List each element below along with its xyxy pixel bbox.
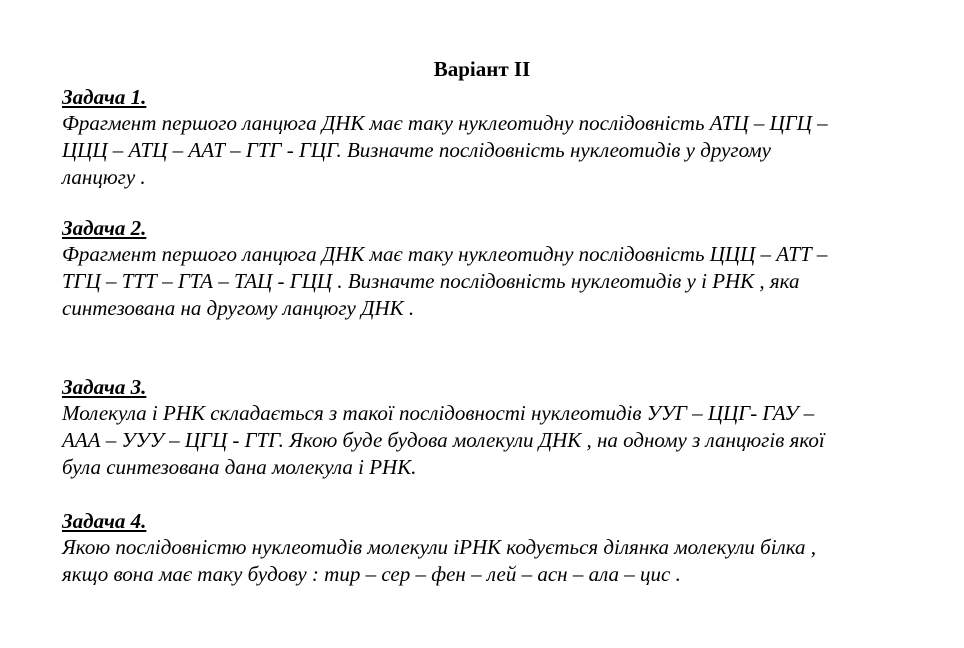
task-1-line-3: ланцюгу .: [62, 165, 146, 189]
task-2: [62, 215, 942, 322]
task-3-line-3: була синтезована дана молекула і РНК.: [62, 455, 417, 479]
page-title: Варіант ІІ: [433, 57, 531, 81]
task-2-line-3: синтезована на другому ланцюгу ДНК .: [62, 296, 415, 320]
task-2-line-2: ТГЦ – ТТТ – ГТА – ТАЦ - ГЦЦ . Визначте послідовність нуклеотидів у і РНК , яка: [62, 269, 800, 293]
task-1-line-1: Фрагмент першого ланцюга ДНК має таку нуклеотидну послідовність АТЦ – ЦГЦ –: [62, 111, 828, 135]
task-4-line-1: Якою послідовністю нуклеотидів молекули іРНК кодується ділянка молекули білка ,: [62, 535, 817, 559]
task-2-line-1: Фрагмент першого ланцюга ДНК має таку нуклеотидну послідовність ЦЦЦ – АТТ –: [62, 242, 828, 266]
task-1: [62, 84, 942, 191]
task-3-line-1: Молекула і РНК складається з такої послідовності нуклеотидів УУГ – ЦЦГ- ГАУ –: [62, 401, 815, 425]
task-3: [62, 374, 942, 481]
task-3-line-2: ААА – УУУ – ЦГЦ - ГТГ. Якою буде будова молекули ДНК , на одному з ланцюгів якої: [62, 428, 825, 452]
task-4-heading: Задача 4.: [62, 509, 147, 533]
task-4-line-2: якщо вона має таку будову : тир – сер – фен – лей – асн – ала – цис .: [62, 562, 681, 586]
task-3-heading: Задача 3.: [62, 375, 147, 399]
task-2-heading: Задача 2.: [62, 216, 147, 240]
task-1-line-2: ЦЦЦ – АТЦ – ААТ – ГТГ - ГЦГ. Визначте послідовність нуклеотидів у другому: [62, 138, 772, 162]
task-1-heading: Задача 1.: [62, 85, 147, 109]
task-4: [62, 508, 942, 588]
